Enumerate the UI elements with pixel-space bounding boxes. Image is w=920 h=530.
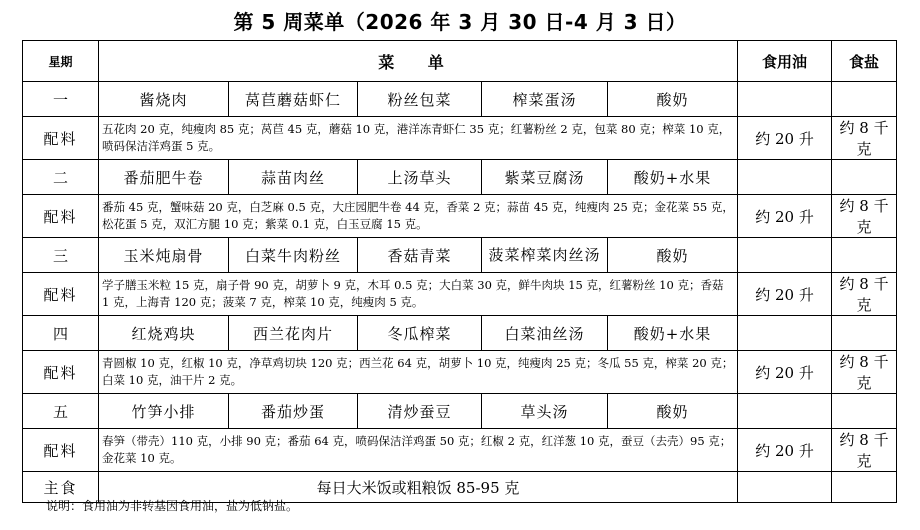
staple-text: 每日大米饭或粗粮饭 85-95 克 xyxy=(99,472,738,503)
footnote: 说明：食用油为非转基因食用油，盐为低钠盐。 xyxy=(46,499,299,513)
dish: 冬瓜榨菜 xyxy=(358,316,482,351)
ingredients-label: 配料 xyxy=(23,195,99,238)
ingredients-text: 春笋（带壳）110 克，小排 90 克；番茄 64 克，喷码保洁洋鸡蛋 50 克；红椒 2 克，红洋葱 10 克，蚕豆（去壳）95 克；金花菜 10 克。 xyxy=(99,429,738,472)
salt-amount: 约 8 千克 xyxy=(832,351,897,394)
ingredients-text: 五花肉 20 克，纯瘦肉 85 克；莴苣 45 克，蘑菇 10 克，港洋冻青虾仁 35 克；红薯粉丝 2 克，包菜 80 克；榨菜 10 克，喷码保洁洋鸡蛋 5 克。 xyxy=(99,117,738,160)
salt-amount: 约 8 千克 xyxy=(832,117,897,160)
day-label: 五 xyxy=(23,394,99,429)
staple-label: 主食 xyxy=(23,472,99,503)
oil-amount: 约 20 升 xyxy=(738,429,832,472)
dish: 酱烧肉 xyxy=(99,82,229,117)
oil-amount: 约 20 升 xyxy=(738,117,832,160)
ingredients-label: 配料 xyxy=(23,273,99,316)
ingredients-label: 配料 xyxy=(23,117,99,160)
salt-amount: 约 8 千克 xyxy=(832,273,897,316)
dish: 白菜油丝汤 xyxy=(482,316,608,351)
dish: 粉丝包菜 xyxy=(358,82,482,117)
ingredients-text: 青圆椒 10 克，红椒 10 克，净草鸡切块 120 克；西兰花 64 克，胡萝卜 10 克，纯瘦肉 25 克；冬瓜 55 克，榨菜 20 克；白菜 10 克，油干片 2 克。 xyxy=(99,351,738,394)
salt-amount: 约 8 千克 xyxy=(832,195,897,238)
dish: 红烧鸡块 xyxy=(99,316,229,351)
salt-amount: 约 8 千克 xyxy=(832,429,897,472)
ingredients-row-fri xyxy=(23,429,897,472)
header-salt: 食盐 xyxy=(832,41,897,82)
day-row-fri xyxy=(23,394,897,429)
header-row xyxy=(23,41,897,82)
dish: 草头汤 xyxy=(482,394,608,429)
header-oil: 食用油 xyxy=(738,41,832,82)
dish: 酸奶+水果 xyxy=(608,316,738,351)
dish: 西兰花肉片 xyxy=(229,316,358,351)
dish: 紫菜豆腐汤 xyxy=(482,160,608,195)
dish: 香菇青菜 xyxy=(358,238,482,273)
day-row-mon xyxy=(23,82,897,117)
day-row-wed xyxy=(23,238,897,273)
dish: 莴苣蘑菇虾仁 xyxy=(229,82,358,117)
ingredients-label: 配料 xyxy=(23,351,99,394)
dish: 蒜苗肉丝 xyxy=(229,160,358,195)
oil-amount: 约 20 升 xyxy=(738,273,832,316)
header-menu: 菜 单 xyxy=(99,41,738,82)
ingredients-row-mon xyxy=(23,117,897,160)
dish: 榨菜蛋汤 xyxy=(482,82,608,117)
dish: 番茄肥牛卷 xyxy=(99,160,229,195)
dish: 清炒蚕豆 xyxy=(358,394,482,429)
dish: 酸奶 xyxy=(608,394,738,429)
dish: 菠菜榨菜肉丝汤 xyxy=(482,238,608,273)
oil-amount: 约 20 升 xyxy=(738,351,832,394)
dish: 酸奶+水果 xyxy=(608,160,738,195)
header-day: 星期 xyxy=(23,41,99,82)
dish: 酸奶 xyxy=(608,238,738,273)
weekly-menu-table xyxy=(22,40,897,503)
page-title: 第 5 周菜单（2026 年 3 月 30 日-4 月 3 日） xyxy=(233,10,687,34)
ingredients-text: 学子膳玉米粒 15 克，扇子骨 90 克，胡萝卜 9 克，木耳 0.5 克；大白菜 30 克，鲜牛肉块 15 克，红薯粉丝 10 克；香菇 1 克，上海青 120 克；菠菜 7 克，榨菜 10 克，纯瘦肉 5 克。 xyxy=(99,273,738,316)
ingredients-row-tue xyxy=(23,195,897,238)
ingredients-text: 番茄 45 克，蟹味菇 20 克，白芝麻 0.5 克，大庄园肥牛卷 44 克，香菜 2 克；蒜苗 45 克，纯瘦肉 25 克；金花菜 55 克，松花蛋 5 克，双汇方腿 10 克；紫菜 0.1 克，白玉豆腐 15 克。 xyxy=(99,195,738,238)
dish: 竹笋小排 xyxy=(99,394,229,429)
day-label: 一 xyxy=(23,82,99,117)
day-row-thu xyxy=(23,316,897,351)
ingredients-label: 配料 xyxy=(23,429,99,472)
day-label: 四 xyxy=(23,316,99,351)
dish: 上汤草头 xyxy=(358,160,482,195)
day-label: 三 xyxy=(23,238,99,273)
day-label: 二 xyxy=(23,160,99,195)
day-row-tue xyxy=(23,160,897,195)
ingredients-row-wed xyxy=(23,273,897,316)
dish: 白菜牛肉粉丝 xyxy=(229,238,358,273)
oil-amount: 约 20 升 xyxy=(738,195,832,238)
dish: 番茄炒蛋 xyxy=(229,394,358,429)
dish: 玉米炖扇骨 xyxy=(99,238,229,273)
ingredients-row-thu xyxy=(23,351,897,394)
dish: 酸奶 xyxy=(608,82,738,117)
